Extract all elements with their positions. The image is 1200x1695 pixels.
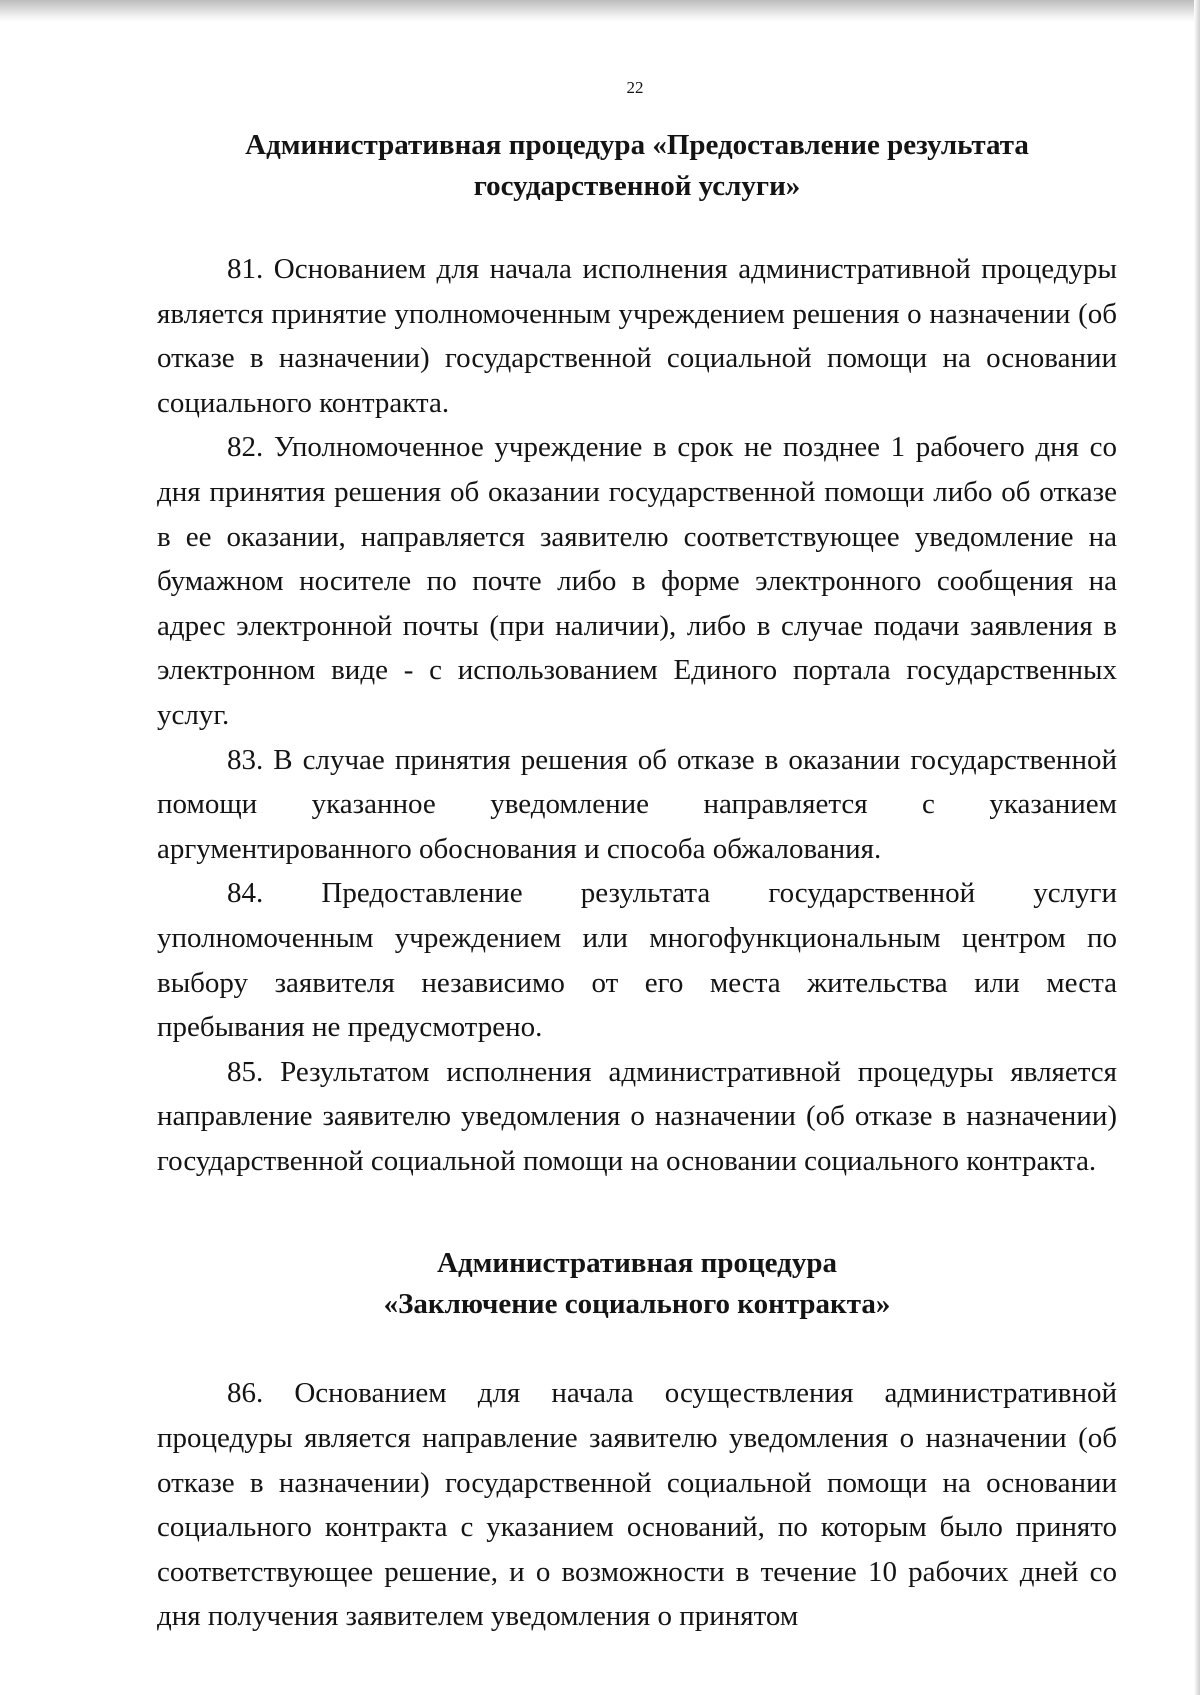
section-heading-result — [157, 125, 1117, 207]
section-heading-contract — [157, 1243, 1117, 1325]
scan-top-edge — [0, 0, 1200, 22]
scan-right-edge — [1194, 0, 1200, 1695]
section-heading-line: Административная процедура — [437, 1247, 837, 1280]
paragraph-85: 85. Результатом исполнения административной процедуры является направление заявителю уведомления о назначении (об отказе в назначении) государственной социальной помощи на основании социального контракта. — [157, 1055, 1117, 1177]
paragraph-81: 81. Основанием для начала исполнения административной процедуры является принятие уполномоченным учреждением решения о назначении (об отказе в назначении) государственной социальной помощи на основании социального контракта. — [157, 253, 1117, 419]
paragraph-83: 83. В случае принятия решения об отказе в оказании государственной помощи указанное уведомление направляется с указанием аргументированного обоснования и способа обжалования. — [157, 743, 1117, 865]
section-heading-line: государственной услуги» — [473, 170, 801, 202]
document-body — [157, 125, 1117, 1639]
paragraph-82: 82. Уполномоченное учреждение в срок не позднее 1 рабочего дня со дня принятия решения об оказании государственной помощи либо об отказе в ее оказании, направляется заявителю соответствующее уведомление на бумажном носителе по почте либо в форме электронного сообщения на адрес электронной почты (при наличии), либо в случае подачи заявления в электронном виде - с использованием Единого портала государственных услуг. — [157, 431, 1117, 731]
paragraph-86: 86. Основанием для начала осуществления административной процедуры является направление заявителю уведомления о назначении (об отказе в назначении) государственной социальной помощи на основании социального контракта с указанием оснований, по которым было принято соответствующее решение, и о возможности в течение 10 рабочих дней со дня получения заявителем уведомления о принятом — [157, 1377, 1117, 1633]
paragraph-84: 84. Предоставление результата государственной услуги уполномоченным учреждением или многофункциональным центром по выбору заявителя независимо от его места жительства или места пребывания не предусмотрено. — [157, 877, 1117, 1044]
section-heading-line: «Заключение социального контракта» — [383, 1288, 891, 1321]
section-heading-line: Административная процедура «Предоставление результата — [245, 129, 1029, 161]
page-number: 22 — [626, 78, 644, 97]
